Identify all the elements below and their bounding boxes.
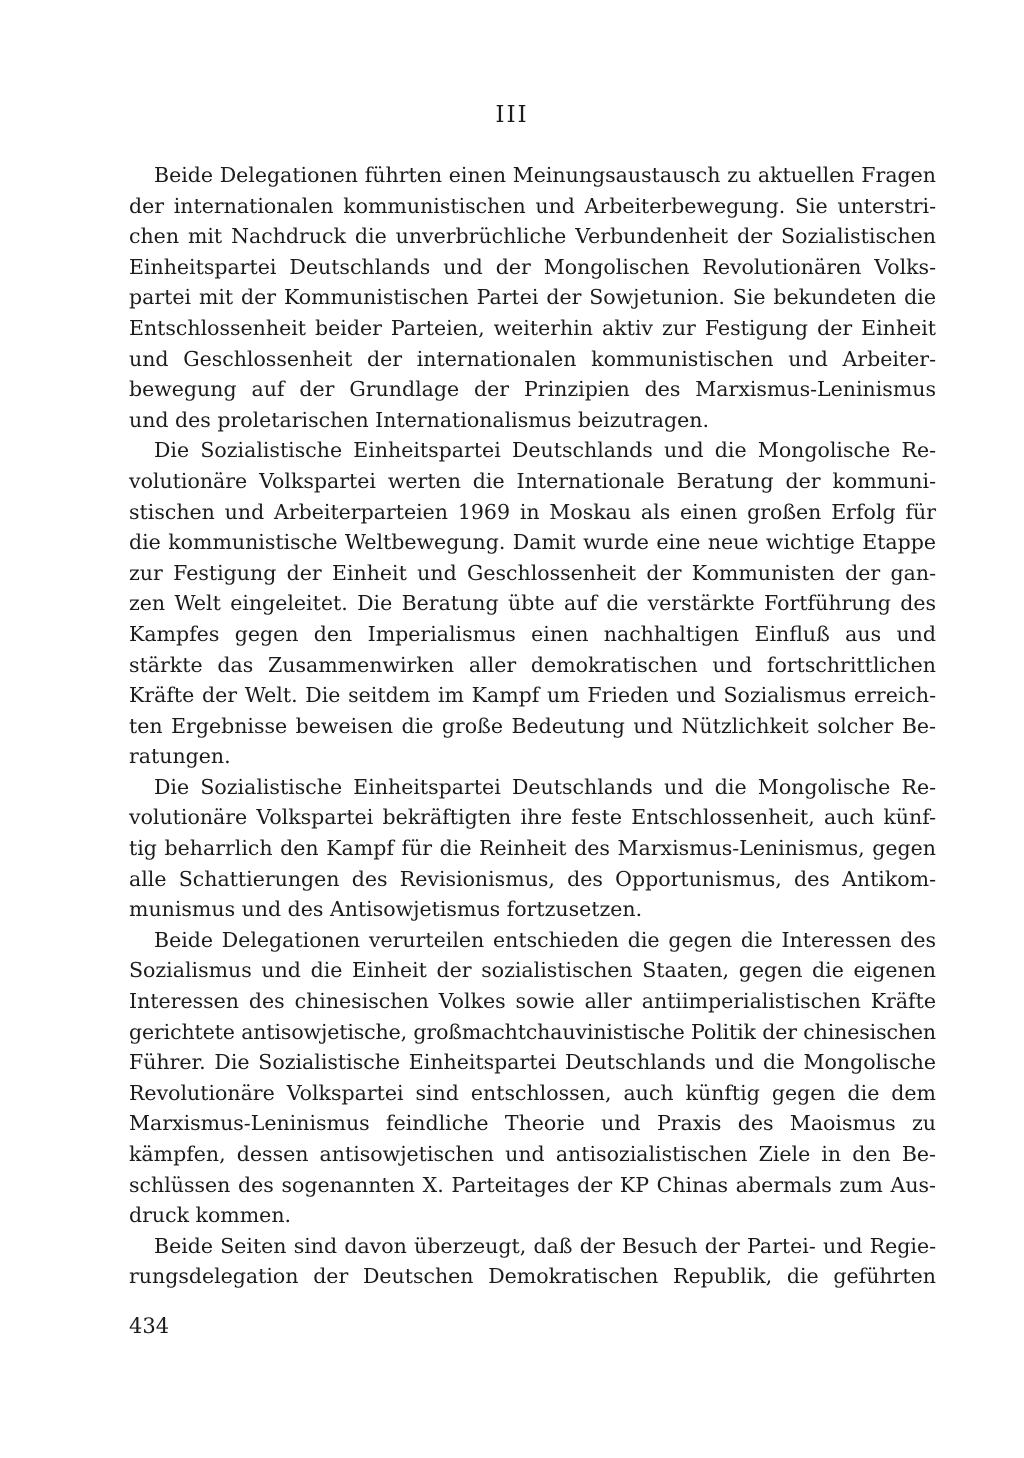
text-line: Beide Seiten sind davon überzeugt, daß der Besuch der Partei- und Regie- (154, 1233, 936, 1258)
text-line: volutionäre Volkspartei bekräftigten ihre feste Entschlossenheit, auch künf- (129, 805, 936, 830)
text-line: Marxismus-Leninismus feindliche Theorie und Praxis des Maoismus zu (129, 1111, 936, 1136)
paragraph (129, 772, 936, 925)
text-line: Kräfte der Welt. Die seitdem im Kampf um Frieden und Sozialismus erreich- (129, 683, 936, 708)
text-line: alle Schattierungen des Revisionismus, des Opportunismus, des Antikom- (129, 866, 936, 891)
text-line: gerichtete antisowjetische, großmachtchauvinistische Politik der chinesischen (129, 1019, 936, 1044)
text-line: schlüssen des sogenannten X. Parteitages der KP Chinas abermals zum Aus- (129, 1172, 936, 1197)
text-line: und des proletarischen Internationalismus beizutragen. (129, 407, 709, 432)
text-line: Beide Delegationen führten einen Meinungsaustausch zu aktuellen Fragen (154, 163, 936, 187)
text-line: partei mit der Kommunistischen Partei der Sowjetunion. Sie bekundeten die (129, 285, 936, 310)
text-line: druck kommen. (129, 1203, 292, 1228)
text-line: Die Sozialistische Einheitspartei Deutschlands und die Mongolische Re- (154, 438, 936, 463)
text-line: stärkte das Zusammenwirken aller demokratischen und fortschrittlichen (129, 652, 936, 677)
text-line: zur Festigung der Einheit und Geschlossenheit der Kommunisten der gan- (129, 560, 936, 585)
text-line: volutionäre Volkspartei werten die Internationale Beratung der kommuni- (129, 468, 936, 493)
text-line: Führer. Die Sozialistische Einheitspartei Deutschlands und die Mongolische (129, 1050, 936, 1075)
page-number: 434 (129, 1314, 170, 1338)
text-line: munismus und des Antisowjetismus fortzusetzen. (129, 897, 643, 922)
text-line: Beide Delegationen verurteilen entschieden die gegen die Interessen des (154, 927, 936, 952)
text-line: Sozialismus und die Einheit der sozialistischen Staaten, gegen die eigenen (129, 958, 936, 983)
text-line: Entschlossenheit beider Parteien, weiterhin aktiv zur Festigung der Einheit (129, 315, 936, 340)
text-line: Revolutionäre Volkspartei sind entschlossen, auch künftig gegen die dem (129, 1080, 936, 1105)
text-line: bewegung auf der Grundlage der Prinzipien des Marxismus-Leninismus (129, 377, 936, 402)
text-line: ratungen. (129, 744, 231, 769)
text-line: chen mit Nachdruck die unverbrüchliche Verbundenheit der Sozialistischen (129, 224, 936, 249)
section-heading: III (495, 102, 529, 128)
text-line: der internationalen kommunistischen und Arbeiterbewegung. Sie unterstri- (129, 193, 936, 218)
paragraph (129, 925, 936, 1231)
text-line: die kommunistische Weltbewegung. Damit wurde eine neue wichtige Etappe (129, 530, 936, 555)
text-line: Einheitspartei Deutschlands und der Mongolischen Revolutionären Volks- (129, 254, 936, 279)
paragraph (129, 435, 936, 772)
body-text (129, 160, 936, 1292)
text-line: Die Sozialistische Einheitspartei Deutschlands und die Mongolische Re- (154, 774, 936, 799)
text-line: stischen und Arbeiterparteien 1969 in Moskau als einen großen Erfolg für (129, 499, 936, 524)
text-line: tig beharrlich den Kampf für die Reinheit des Marxismus-Leninismus, gegen (129, 836, 936, 861)
text-line: rungsdelegation der Deutschen Demokratischen Republik, die geführten (129, 1264, 936, 1289)
text-line: zen Welt eingeleitet. Die Beratung übte auf die verstärkte Fortführung des (129, 591, 936, 616)
text-line: und Geschlossenheit der internationalen kommunistischen und Arbeiter- (129, 346, 936, 371)
text-line: Kampfes gegen den Imperialismus einen nachhaltigen Einfluß aus und (129, 621, 936, 646)
text-line: kämpfen, dessen antisowjetischen und antisozialistischen Ziele in den Be- (129, 1142, 936, 1166)
text-line: Interessen des chinesischen Volkes sowie aller antiimperialistischen Kräfte (129, 989, 936, 1014)
paragraph (129, 160, 936, 435)
paragraph (129, 1231, 936, 1292)
text-line: ten Ergebnisse beweisen die große Bedeutung und Nützlichkeit solcher Be- (129, 713, 936, 738)
